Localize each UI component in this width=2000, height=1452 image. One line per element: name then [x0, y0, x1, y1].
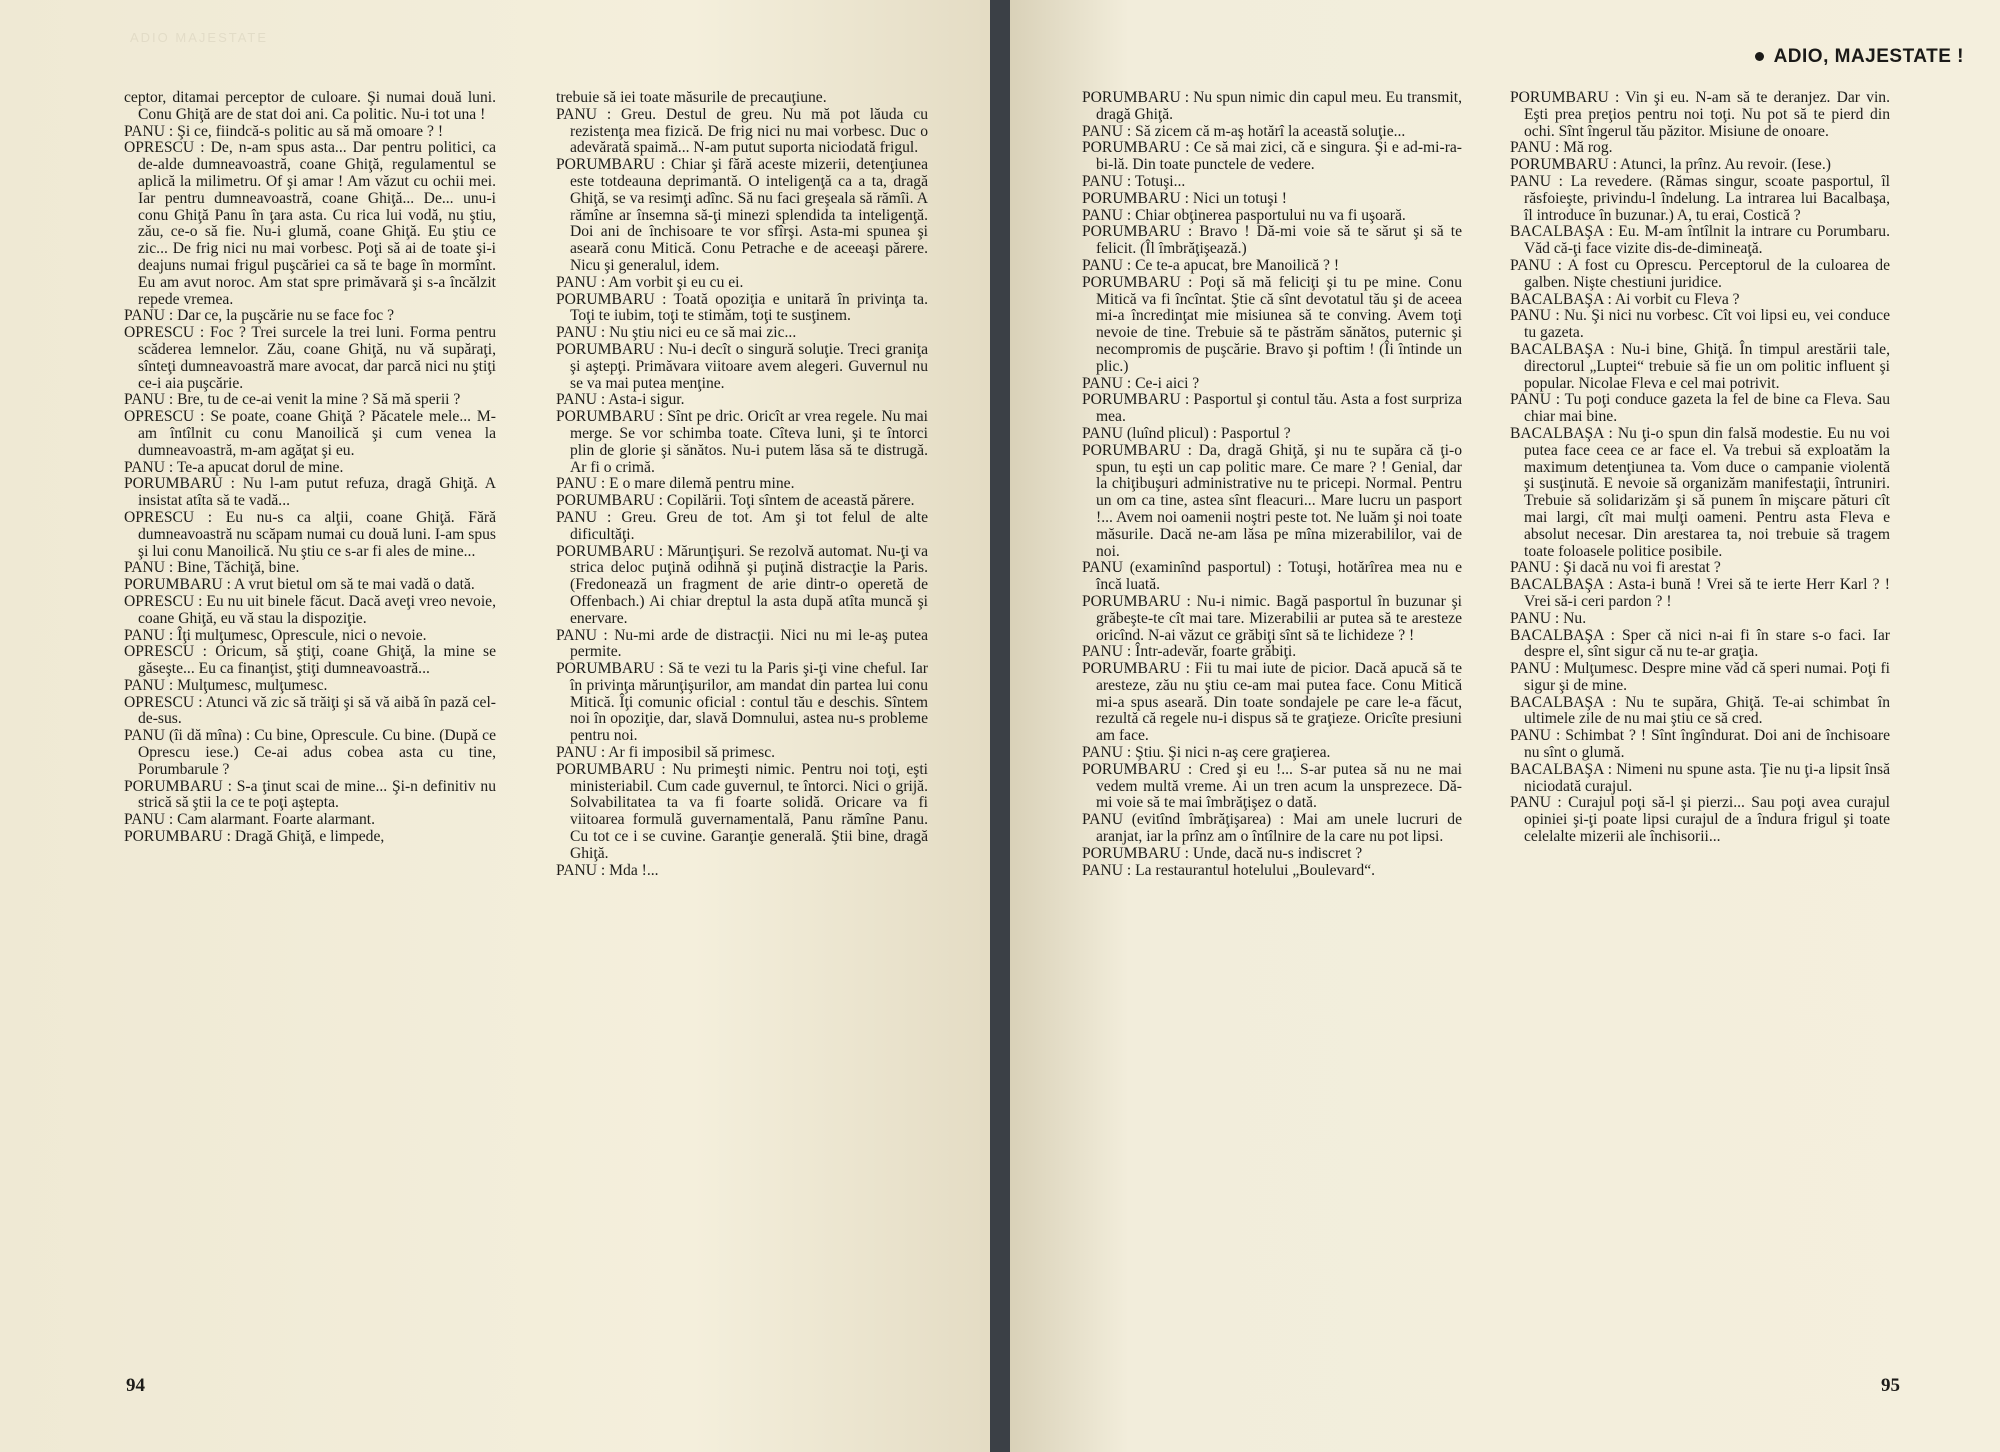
- page-number-left: 94: [126, 1375, 145, 1396]
- dialogue-line: OPRESCU : De, n-am spus asta... Dar pentru politici, ca de-alde dumneavoastră, coane Ghiţă, regulamentul se aplică la milimetru. Of şi amar ! Am văzut cu ochii mei. Iar pentru dumneavoastră, coane Ghiţă... De... unu-i conu Ghiţă Panu în ţara asta. Cu rica lui vodă, nu ştiu, zău, ce-o să fie. Nu-i glumă, coane Ghiţă. Eu ştiu ce zic... De frig nici nu mai vorbesc. Poţi să ai de toate şi-i deajuns numai frigul puşcăriei ca să te bage în mormînt. Eu am avut noroc. Am stat spre primăvară şi s-a încălzit repede vremea.: [124, 139, 496, 308]
- dialogue-line: OPRESCU : Se poate, coane Ghiţă ? Păcatele mele... M-am întîlnit cu conu Manoilică şi cum venea la dumneavoastră, m-am agăţat şi eu.: [124, 408, 496, 459]
- dialogue-line: PANU : Schimbat ? ! Sînt îngîndurat. Doi ani de închisoare nu sînt o glumă.: [1510, 727, 1890, 762]
- dialogue-line: OPRESCU : Foc ? Trei surcele la trei luni. Forma pentru scăderea lemnelor. Zău, coane Ghiţă, nu vă supăraţi, sînteţi dumneavoastră mare avocat, dar parcă nici nu ştiţi ce-i aia puşcărie.: [124, 324, 496, 392]
- running-head: [1755, 46, 1964, 68]
- dialogue-line: PORUMBARU : Nu spun nimic din capul meu. Eu transmit, dragă Ghiţă.: [1082, 89, 1462, 123]
- dialogue-line: PANU : Bre, tu de ce-ai venit la mine ? Să mă sperii ?: [124, 391, 461, 409]
- dialogue-line: PORUMBARU : Mărunţişuri. Se rezolvă automat. Nu-ţi va strica deloc puţină odihnă şi puţină distracţie la Paris. (Fredonează un fragment de arie dintr-o operetă de Offenbach.) Ai chiar dreptul la asta după atîta muncă şi enervare.: [556, 542, 928, 627]
- dialogue-line: OPRESCU : Eu nu uit binele făcut. Dacă aveţi vreo nevoie, coane Ghiţă, eu vă stau la dispoziţie.: [124, 592, 496, 627]
- dialogue-line: PORUMBARU : Nu primeşti nimic. Pentru noi toţi, eşti ministeriabil. Cum cade guvernul, te întorci. Nici o grijă. Solvabilitatea ta va fi foarte solidă. Oricare va fi viitoarea formulă guvernamentală, Panu rămîne Panu. Cu tot ce i se cuvine. Garanţie generală. Ştii bine, dragă Ghiţă.: [556, 760, 928, 862]
- dialogue-line: PANU : Am vorbit şi eu cu ei.: [556, 273, 744, 291]
- dialogue-line: PORUMBARU : Atunci, la prînz. Au revoir. (Iese.): [1510, 156, 1831, 174]
- dialogue-line: PANU (examinînd pasportul) : Totuşi, hotărîrea mea nu e încă luată.: [1082, 559, 1462, 594]
- dialogue-line: trebuie să iei toate măsurile de precauţiune.: [556, 89, 827, 106]
- dialogue-line: BACALBAŞA : Nu te supăra, Ghiţă. Te-ai schimbat în ultimele zile de nu mai ştiu ce să cred.: [1510, 693, 1890, 728]
- dialogue-line: BACALBAŞA : Nimeni nu spune asta. Ţie nu ţi-a lipsit însă niciodată curajul.: [1510, 760, 1890, 795]
- dialogue-line: PANU : Chiar obţinerea pasportului nu va fi uşoară.: [1082, 206, 1406, 224]
- right-page: [1010, 0, 2000, 1452]
- dialogue-line: PORUMBARU : Da, dragă Ghiţă, şi nu te supăra că ţi-o spun, tu eşti un cap politic mare. Ce mare ? ! Genial, dar la chiţibuşuri administrative nu te pricepi. Normal. Pentru un om ca tine, astea sînt fleacuri... Mare lucru un pasport !... Avem noi oamenii noştri peste tot. Ne luăm şi noi toate măsurile. Dacă ne-am lăsa pe mîna mizerabililor, vai de noi.: [1082, 441, 1462, 560]
- bullet-icon: [1755, 52, 1764, 61]
- dialogue-line: PORUMBARU : Vin şi eu. N-am să te deranjez. Dar vin. Eşti prea preţios pentru noi toţi. Nu pot să te pierd din ochi. Sînt îngerul tău păzitor. Misiune de onoare.: [1510, 89, 1890, 140]
- dialogue-line: BACALBAŞA : Asta-i bună ! Vrei să te ierte Herr Karl ? ! Vrei să-i ceri pardon ? !: [1510, 576, 1890, 610]
- dialogue-line: PANU : Mulţumesc, mulţumesc.: [124, 676, 328, 694]
- dialogue-line: PANU : Mda !...: [556, 861, 659, 879]
- faint-running-head: ADIO MAJESTATE: [130, 30, 269, 45]
- dialogue-line: PORUMBARU : Poţi să mă feliciţi şi tu pe mine. Conu Mitică va fi încîntat. Ştie că sînt devotatul tău şi de aceea mi-a încredinţat mie misiunea să te conving. Avem toţi nevoie de tine. Trebuie să te păstrăm sănătos, puternic şi necompromis de puşcărie. Bravo şi poftim ! (Îi întinde un plic.): [1082, 273, 1462, 375]
- text-column-4: [1510, 90, 1890, 846]
- dialogue-line: PORUMBARU : Nici un totuşi !: [1082, 189, 1287, 207]
- dialogue-line: PANU : Greu. Greu de tot. Am şi tot felul de alte dificultăţi.: [556, 508, 928, 543]
- dialogue-line: PORUMBARU : Să te vezi tu la Paris şi-ţi vine cheful. Iar în privinţa mărunţişurilor, am mandat din partea lui conu Mitică. Îţi comunic oficial : contul tău e deschis. Sîntem noi în opoziţie, dar, slavă Domnului, astea nu-s probleme pentru noi.: [556, 660, 928, 745]
- dialogue-line: PANU : Să zicem că m-aş hotărî la această soluţie...: [1082, 122, 1406, 140]
- dialogue-line: PORUMBARU : Fii tu mai iute de picior. Dacă apucă să te aresteze, zău nu ştiu ce-am mai putea face. Conu Mitică mi-a spus aseară. Din toate sondajele pe care le-a făcut, rezultă că regele nu-i dispus să te graţieze. Oricîte presiuni am face.: [1082, 660, 1462, 745]
- text-column-1: [124, 90, 496, 846]
- dialogue-line: BACALBAŞA : Nu-i bine, Ghiţă. În timpul arestării tale, directorul „Luptei“ trebuie să fie un om politic influent şi popular. Nicolae Fleva e cel mai potrivit.: [1510, 340, 1890, 392]
- dialogue-line: PANU : La revedere. (Rămas singur, scoate pasportul, îl răsfoieşte, privindu-l îndelung. La intrarea lui Bacalbaşa, îl introduce în buzunar.) A, tu erai, Costică ?: [1510, 172, 1890, 224]
- dialogue-line: PANU : Bine, Tăchiţă, bine.: [124, 559, 300, 577]
- dialogue-line: PORUMBARU : Sînt pe dric. Oricît ar vrea regele. Nu mai merge. Se vor schimba toate. Cîteva luni, şi te întorci plin de glorie şi sănătos. Nu-i putem lăsa să te distrugă. Ar fi o crimă.: [556, 408, 928, 476]
- dialogue-line: PANU (luînd plicul) : Pasportul ?: [1082, 424, 1291, 442]
- dialogue-line: BACALBAŞA : Sper că nici n-ai fi în stare s-o faci. Iar despre el, sînt sigur că nu te-ar graţia.: [1510, 626, 1890, 661]
- dialogue-line: BACALBAŞA : Nu ţi-o spun din falsă modestie. Eu nu voi putea face ceea ce ar face el. Va trebui să exploatăm la maximum detenţiunea ta. Vom duce o campanie violentă şi susţinută. E nevoie să organizăm manifestaţii, întruniri. Trebuie să solidarizăm şi să punem în mişcare pături cît mai largi, cît mai mulţi oameni. Pentru asta Fleva e absolut necesar. Din arestarea ta, noi trebuie să tragem toate foloasele politice posibile.: [1510, 424, 1890, 560]
- left-page: [0, 0, 990, 1452]
- dialogue-line: PORUMBARU : Unde, dacă nu-s indiscret ?: [1082, 844, 1363, 862]
- dialogue-line: OPRESCU : Atunci vă zic să trăiţi şi să vă aibă în pază cel-de-sus.: [124, 693, 496, 728]
- dialogue-line: PORUMBARU : Nu l-am putut refuza, dragă Ghiţă. A insistat atîta să te vadă...: [124, 475, 496, 510]
- dialogue-line: PANU : Ar fi imposibil să primesc.: [556, 744, 776, 762]
- dialogue-line: PORUMBARU : Dragă Ghiţă, e limpede,: [124, 828, 385, 846]
- dialogue-line: PANU : Nu.: [1510, 609, 1587, 627]
- dialogue-line: PANU : Asta-i sigur.: [556, 391, 685, 409]
- dialogue-line: PORUMBARU : Nu-i nimic. Bagă pasportul în buzunar şi grăbeşte-te cît mai tare. Mizerabilii ar putea să te aresteze oricînd. N-ai văzut ce grăbiţi sînt să te lichideze ? !: [1082, 592, 1462, 644]
- dialogue-line: BACALBAŞA : Ai vorbit cu Fleva ?: [1510, 290, 1740, 308]
- dialogue-line: PANU : Greu. Destul de greu. Nu mă pot lăuda cu rezistenţa mea fizică. De frig nici nu mai vorbesc. Duc o adevărată spaimă... N-am putut suporta niciodată frigul.: [556, 105, 928, 157]
- dialogue-line: PANU : Nu. Şi nici nu vorbesc. Cît voi lipsi eu, vei conduce tu gazeta.: [1510, 307, 1890, 342]
- dialogue-line: PORUMBARU : Pasportul şi contul tău. Asta a fost surpriza mea.: [1082, 391, 1462, 426]
- dialogue-line: PANU : Curajul poţi să-l şi pierzi... Sau poţi avea curajul opiniei şi-ţi poate lipsi curajul de a îndura frigul şi toate celelalte mizerii ale închisorii...: [1510, 794, 1890, 846]
- dialogue-line: PANU (îi dă mîna) : Cu bine, Oprescule. Cu bine. (După ce Oprescu iese.) Ce-ai adus cobea asta cu tine, Porumbarule ?: [124, 727, 496, 778]
- dialogue-line: PORUMBARU : Nu-i decît o singură soluţie. Treci graniţa şi aştepţi. Primăvara viitoare avem alegeri. Guvernul nu se va mai putea menţine.: [556, 340, 928, 392]
- dialogue-line: PANU : Ştiu. Şi nici n-aş cere graţierea.: [1082, 744, 1331, 762]
- dialogue-line: PANU : Totuşi...: [1082, 172, 1186, 190]
- dialogue-line: OPRESCU : Oricum, să ştiţi, coane Ghiţă, la mine se găseşte... Eu ca finanţist, ştiţi dumneavoastră...: [124, 643, 496, 678]
- dialogue-line: PANU (evitînd îmbrăţişarea) : Mai am unele lucruri de aranjat, iar la prînz am o întîlnire de la care nu pot lipsi.: [1082, 811, 1462, 846]
- dialogue-line: PANU : Te-a apucat dorul de mine.: [124, 458, 344, 476]
- running-head-title: ADIO, MAJESTATE !: [1773, 46, 1964, 67]
- dialogue-line: PANU : Dar ce, la puşcărie nu se face foc ?: [124, 307, 395, 325]
- dialogue-line: PANU : Ce-i aici ?: [1082, 374, 1200, 392]
- dialogue-line: PORUMBARU : Copilării. Toţi sîntem de această părere.: [556, 492, 915, 510]
- dialogue-line: PORUMBARU : Bravo ! Dă-mi voie să te sărut şi să te felicit. (Îl îmbrăţişează.): [1082, 223, 1462, 258]
- dialogue-line: PANU : Nu ştiu nici eu ce să mai zic...: [556, 324, 797, 342]
- dialogue-line: PANU : Într-adevăr, foarte grăbiţi.: [1082, 643, 1297, 661]
- book-gutter: [990, 0, 1010, 1452]
- dialogue-line: PANU : Mulţumesc. Despre mine văd că speri numai. Poţi fi sigur şi de mine.: [1510, 660, 1890, 694]
- dialogue-line: PANU : Îţi mulţumesc, Oprescule, nici o nevoie.: [124, 626, 427, 644]
- dialogue-line: PORUMBARU : Chiar şi fără aceste mizerii, detenţiunea este totdeauna deprimantă. O inteligenţă ca a ta, dragă Ghiţă, se va resimţi adînc. Să nu faci greşeala să rămîi. A rămîne ar însemna să-ţi minezi splendida ta inteligenţă. Doi ani de închisoare te vor sfîrşi. Asta-mi spunea şi aseară conu Mitică. Conu Petrache e de aceeaşi părere. Nicu şi generalul, idem.: [556, 156, 928, 274]
- text-column-2: [556, 90, 928, 879]
- dialogue-line: PANU : Tu poţi conduce gazeta la fel de bine ca Fleva. Sau chiar mai bine.: [1510, 391, 1890, 426]
- dialogue-line: PANU : Nu-mi arde de distracţii. Nici nu mi le-aş putea permite.: [556, 626, 928, 661]
- dialogue-line: OPRESCU : Eu nu-s ca alţii, coane Ghiţă. Fără dumneavoastră nu scăpam numai cu două luni. I-am spus şi lui conu Manoilică. Nu ştiu ce s-ar fi ales de mine...: [124, 508, 496, 560]
- dialogue-line: BACALBAŞA : Eu. M-am întîlnit la intrare cu Porumbaru. Văd că-ţi face vizite dis-de-dimineaţă.: [1510, 223, 1890, 258]
- text-column-3: [1082, 90, 1462, 879]
- dialogue-line: PORUMBARU : Cred şi eu !... S-ar putea să nu ne mai vedem multă vreme. Ai un tren acum la unsprezece. Dă-mi voie să te mai îmbrăţişez o dată.: [1082, 760, 1462, 812]
- dialogue-line: PANU : La restaurantul hotelului „Boulevard“.: [1082, 861, 1376, 879]
- dialogue-line: PANU : Cam alarmant. Foarte alarmant.: [124, 811, 376, 829]
- dialogue-line: PANU : Ce te-a apucat, bre Manoilică ? !: [1082, 256, 1340, 274]
- dialogue-line: PORUMBARU : A vrut bietul om să te mai vadă o dată.: [124, 576, 475, 594]
- dialogue-line: PANU : A fost cu Oprescu. Perceptorul de la culoarea de galben. Nişte chestiuni juridice.: [1510, 256, 1890, 291]
- page-number-right: 95: [1881, 1375, 1900, 1396]
- dialogue-line: PORUMBARU : S-a ţinut scai de mine... Şi-n definitiv nu strică să ştii la ce te poţi aştepta.: [124, 777, 496, 812]
- dialogue-line: PORUMBARU : Ce să mai zici, că e singura. Şi e ad-mi-ra-bi-lă. Din toate punctele de vedere.: [1082, 139, 1462, 174]
- dialogue-line: PANU : Şi dacă nu voi fi arestat ?: [1510, 559, 1721, 577]
- dialogue-line: PANU : E o mare dilemă pentru mine.: [556, 475, 795, 493]
- dialogue-line: PANU : Şi ce, fiindcă-s politic au să mă omoare ? !: [124, 122, 444, 140]
- dialogue-line: PANU : Mă rog.: [1510, 139, 1613, 157]
- dialogue-line: ceptor, ditamai perceptor de culoare. Şi numai două luni. Conu Ghiţă are de stat doi ani. Ca politic. Nu-i tot una !: [124, 89, 496, 123]
- dialogue-line: PORUMBARU : Toată opoziţia e unitară în privinţa ta. Toţi te iubim, toţi te stimăm, toţi te susţinem.: [556, 290, 928, 325]
